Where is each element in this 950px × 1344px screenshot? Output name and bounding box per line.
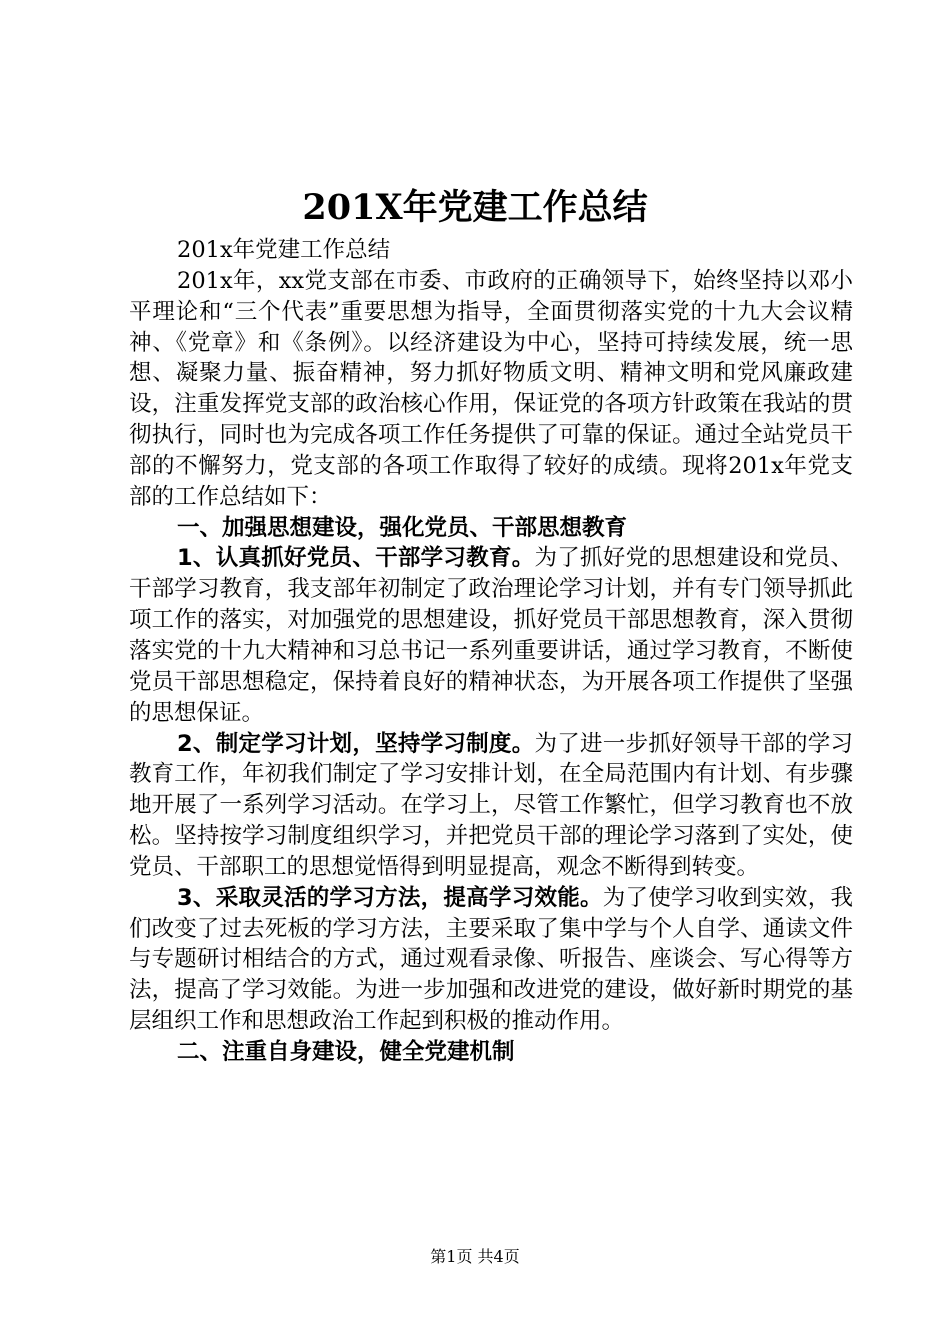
page-footer: 第1页 共4页 (430, 1247, 520, 1266)
intro-paragraph (129, 266, 853, 513)
paragraph-lead: 1、认真抓好党员、干部学习教育。 (177, 545, 535, 572)
paragraph-text: 201x年党建工作总结 (177, 237, 391, 263)
paragraph-lead: 2、制定学习计划，坚持学习制度。 (177, 730, 535, 757)
list-paragraph-2 (129, 729, 853, 883)
list-paragraph-1 (129, 543, 853, 728)
heading-text: 二、注重自身建设，健全党建机制 (177, 1038, 515, 1065)
section-heading-1 (129, 513, 853, 544)
paragraph-text: 为了进一步抓好领导干部的学习教育工作，年初我们制定了学习安排计划，在全局范围内有计划、有步骤地开展了一系列学习活动。在学习上，尽管工作繁忙，但学习教育也不放松。坚持按学习制度组织学习，并把党员干部的理论学习落到了实处，使党员、干部职工的思想觉悟得到明显提高，观念不断得到转变。 (129, 730, 853, 880)
heading-text: 一、加强思想建设，强化党员、干部思想教育 (177, 514, 628, 541)
list-paragraph-3 (129, 883, 853, 1037)
paragraph-text: 201x年，xx党支部在市委、市政府的正确领导下，始终坚持以邓小平理论和“三个代表”重要思想为指导，全面贯彻落实党的十九大会议精神、《党章》和《条例》。以经济建设为中心，坚持可持续发展，统一思想、凝聚力量、振奋精神，努力抓好物质文明、精神文明和党风廉政建设，注重发挥党支部的政治核心作用，保证党的各项方针政策在我站的贯彻执行，同时也为完成各项工作任务提供了可靠的保证。通过全站党员干部的不懈努力，党支部的各项工作取得了较好的成绩。现将201x年党支部的工作总结如下： (129, 267, 853, 510)
paragraph-text: 为了使学习收到实效，我们改变了过去死板的学习方法，主要采取了集中学与个人自学、通读文件与专题研讨相结合的方式，通过观看录像、听报告、座谈会、写心得等方法，提高了学习效能。为进一步加强和改进党的建设，做好新时期党的基层组织工作和思想政治工作起到积极的推动作用。 (129, 884, 853, 1035)
document-title: 201X年党建工作总结 (302, 187, 648, 228)
subtitle-paragraph (129, 235, 853, 266)
paragraph-lead: 3、采取灵活的学习方法，提高学习效能。 (177, 884, 603, 911)
paragraph-text: 为了抓好党的思想建设和党员、干部学习教育，我支部年初制定了政治理论学习计划，并有专门领导抓此项工作的落实，对加强党的思想建设，抓好党员干部思想教育，深入贯彻落实党的十九大精神和习总书记一系列重要讲话，通过学习教育，不断使党员干部思想稳定，保持着良好的精神状态，为开展各项工作提供了坚强的思想保证。 (129, 545, 853, 726)
document-body (129, 235, 853, 1068)
section-heading-2 (129, 1037, 853, 1068)
